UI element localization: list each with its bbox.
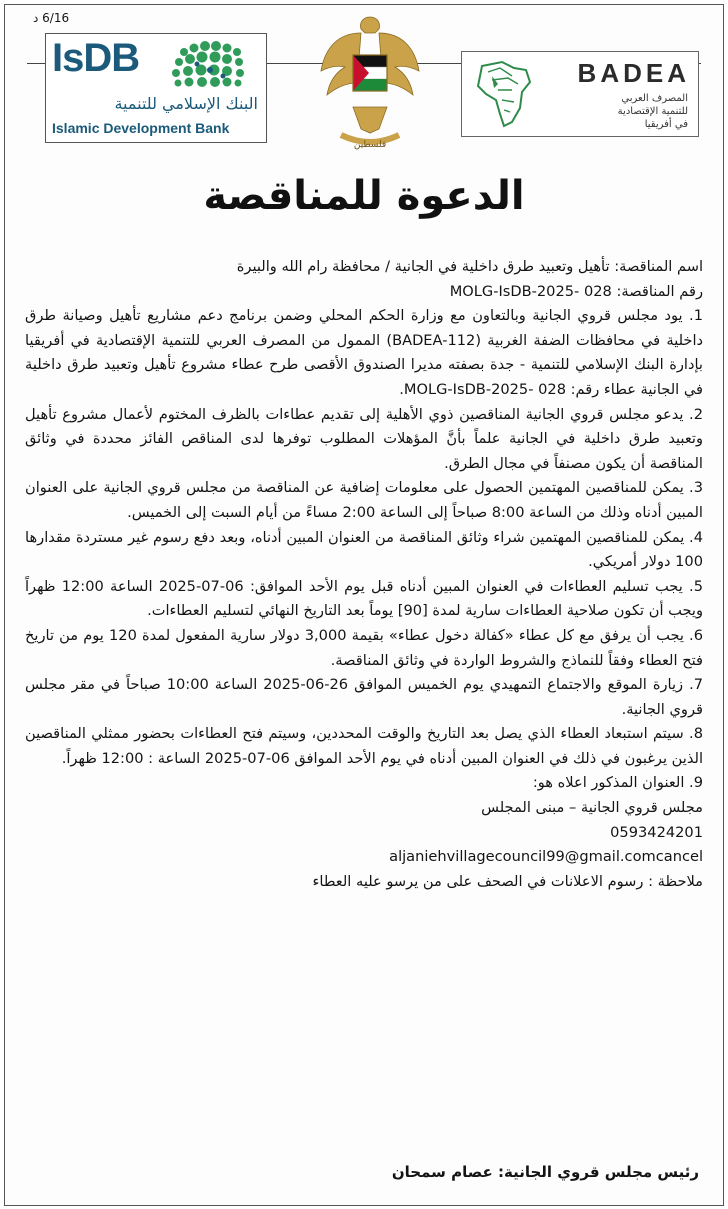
reference-number: 6/16 د <box>33 11 70 25</box>
phone-number: 0593424201 <box>610 823 703 841</box>
tender-notice-page <box>4 4 724 1206</box>
badea-arabic-line: للتنمية الإقتصادية <box>617 106 688 117</box>
africa-map-icon <box>468 56 540 132</box>
emblem-caption: فلسطين <box>353 140 387 150</box>
note: ملاحظة : رسوم الاعلانات في الصحف على من يرسو عليه العطاء <box>312 872 703 890</box>
badea-logo-word: BADEA <box>577 58 690 88</box>
clause-7: 7. زيارة الموقع والاجتماع التمهيدي يوم الخميس الموافق 26-06-2025 الساعة 10:00 صباحاً في مقر مجلس قروي الجانية. <box>25 676 704 718</box>
address: مجلس قروي الجانية – مبنى المجلس <box>481 799 703 817</box>
email-address: aljaniehvillagecouncil99@gmail.comcancel <box>389 848 703 866</box>
clause-1: 1. يود مجلس قروي الجانية وبالتعاون مع وزارة الحكم المحلي وضمن برنامج دعم مشاريع تأهيل وصيانة طرق داخلية في محافظات الضفة الغربية (BADEA-112) الممول من المصرف العربي للتنمية الإقتصادية في أفريقيا بإدارة البنك الإسلامي للتنمية - جدة بصفته مديرا الصندوق الأقصى طرح عطاء مشروع تأهيل وتعبيد طرق داخلية في الجانية عطاء رقم: 028 -MOLG-IsDB-2025. <box>25 307 703 398</box>
clause-8: 8. سيتم استبعاد العطاء الذي يصل بعد التاريخ والوقت المحددين، وسيتم فتح العطاءات بحضور ممثلي المناقصين الذين يرغبون في ذلك في العنوان المبين أدناه في يوم الأحد الموافق 06-07-2025 الساعة : 12:00 ظهراً. <box>25 725 703 767</box>
clause-4: 4. يمكن للمناقصين المهتمين شراء وثائق المناقصة من العنوان المبين أدناه، وبعد دفع رسوم غير مستردة مقدارها 100 دولار أمريكي. <box>25 528 703 571</box>
page-title: الدعوة للمناقصة <box>203 173 525 219</box>
isdb-logo <box>45 33 267 143</box>
isdb-english-name: Islamic Development Bank <box>52 120 230 136</box>
clause-9: 9. العنوان المذكور اعلاه هو: <box>532 774 703 792</box>
badea-logo <box>461 51 699 137</box>
tender-name: اسم المناقصة: تأهيل وتعبيد طرق داخلية في الجانية / محافظة رام الله والبيرة <box>236 258 703 275</box>
isdb-logo-word: IsDB <box>52 36 140 80</box>
clause-5: 5. يجب تسليم العطاءات في العنوان المبين أدناه قبل يوم الأحد الموافق: 06-07-2025 الساعة 12:00 ظهراً ويجب أن تكون صلاحية العطاءات سارية لمدة [90] يوماً بعد التاريخ النهائي لتسليم العطاءات. <box>25 577 703 620</box>
badea-arabic-line: في أفريقيا <box>644 119 688 130</box>
isdb-globe-icon <box>164 40 256 92</box>
notice-body <box>25 255 703 894</box>
clause-6: 6. يجب أن يرفق مع كل عطاء «كفالة دخول عطاء» بقيمة 3,000 دولار سارية المفعول لمدة 120 يوم من تاريخ فتح العطاء وفقاً للنماذج والشروط الواردة في وثائق المناقصة. <box>25 626 703 669</box>
clause-2: 2. يدعو مجلس قروي الجانية المناقصين ذوي الأهلية إلى تقديم عطاءات بالظرف المختوم لأعمال مشروع تأهيل وتعبيد طرق داخلية في الجانية علماً بأنَّ المؤهلات المطلوب توفرها لدى المناقص الفائز محددة في وثائق المناقصة أن يكون مصنفاً في مجال الطرق. <box>25 405 703 472</box>
isdb-arabic-name: البنك الإسلامي للتنمية <box>114 94 258 113</box>
badea-arabic-name <box>568 92 688 131</box>
palestine-emblem <box>317 11 423 153</box>
clause-3: 3. يمكن للمناقصين المهتمين الحصول على معلومات إضافية عن المناقصة من مجلس قروي الجانية على العنوان المبين أدناه وذلك من الساعة 8:00 صباحاً إلى الساعة 2:00 مساءً من أيام السبت إلى الخميس. <box>25 479 703 521</box>
badea-arabic-line: المصرف العربي <box>621 93 688 104</box>
signature-line: رئيس مجلس قروي الجانية: عصام سمحان <box>391 1163 699 1181</box>
tender-number: رقم المناقصة: 028 -MOLG-IsDB-2025 <box>449 282 703 300</box>
